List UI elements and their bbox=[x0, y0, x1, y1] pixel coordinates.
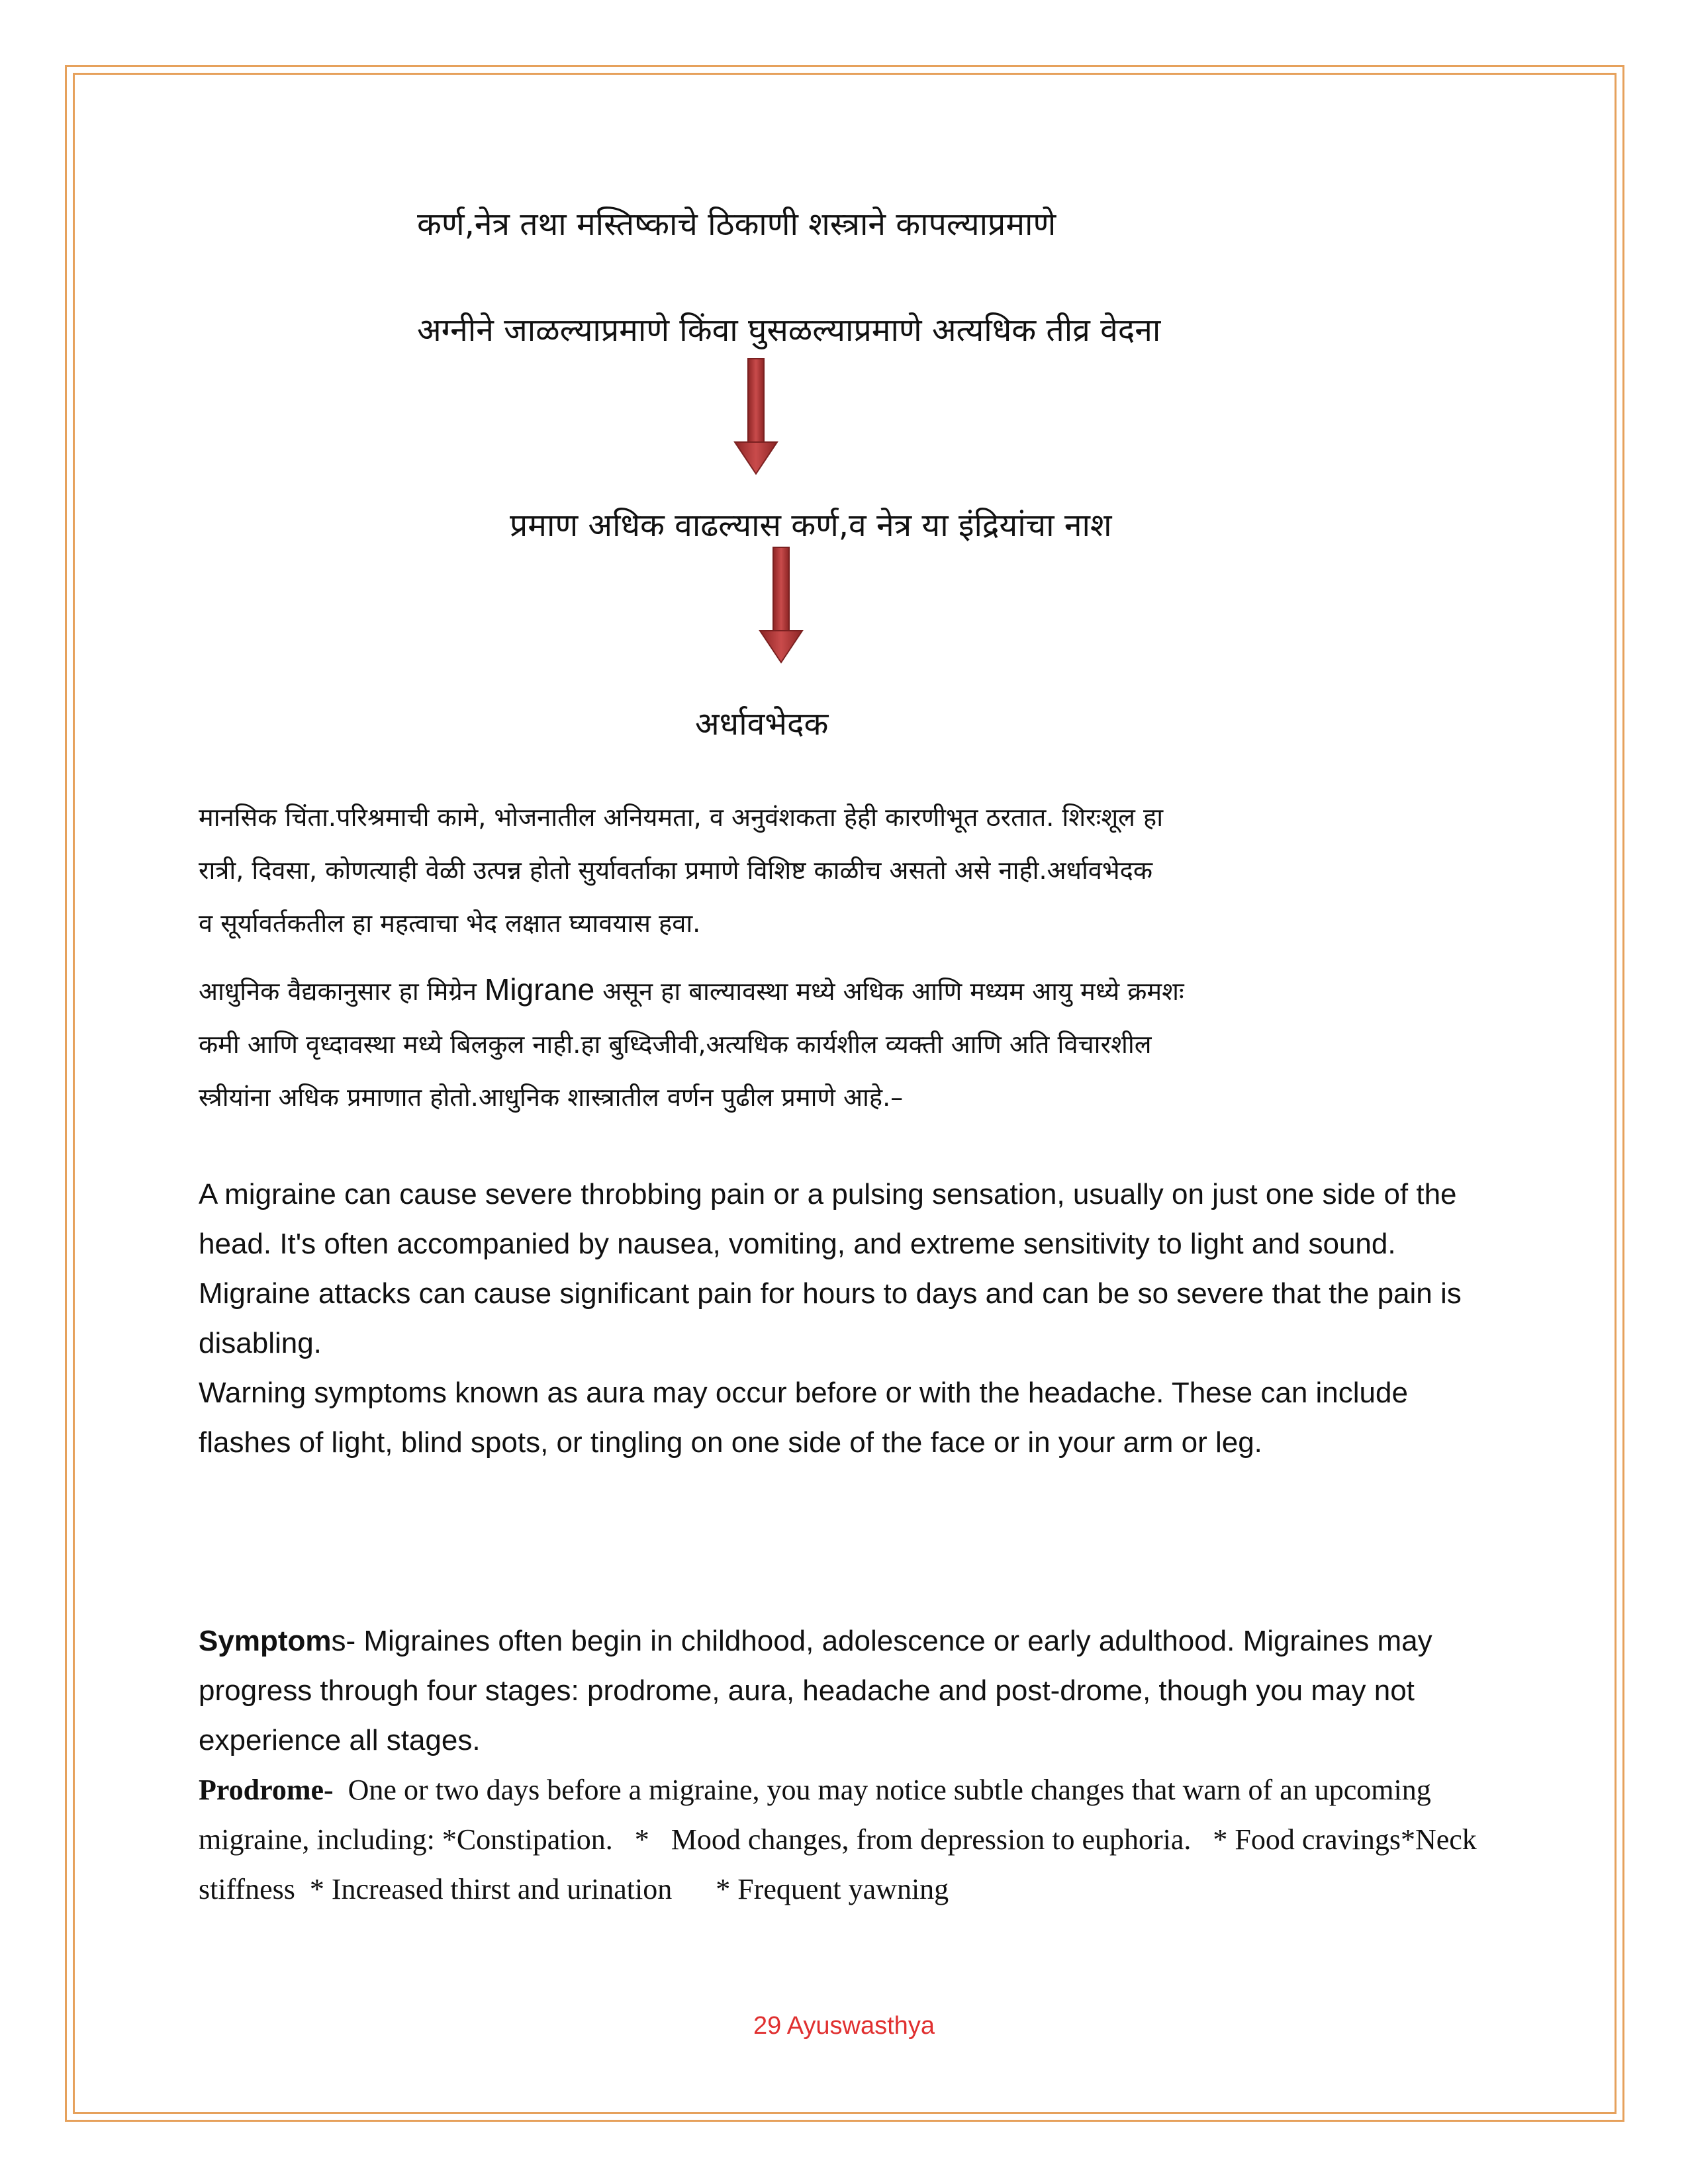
flow-line-2: अग्नीने जाळल्याप्रमाणे किंवा घुसळल्याप्रमाणे अत्यधिक तीव्र वेदना bbox=[417, 312, 1161, 349]
flow-line-4: अर्धावभेदक bbox=[695, 705, 829, 743]
migrane-term: Migrane bbox=[485, 972, 595, 1007]
marathi-paragraph-2 bbox=[199, 963, 1489, 1124]
marathi-paragraph-1-line-1: मानसिक चिंता.परिश्रमाची कामे, भोजनातील अनियमता, व अनुवंशकता हेही कारणीभूत ठरतात. शिरःशूल हा bbox=[199, 803, 1164, 832]
marathi-paragraph-2-line-1 bbox=[199, 963, 1489, 1018]
prodrome-text: One or two days before a migraine, you may notice subtle changes that warn of an upcoming migraine, including: *Constipation. * Mood changes, from depression to euphoria. * Food cravings*Neck stiffness * Increased thirst and urination * Frequent yawning bbox=[199, 1774, 1484, 1905]
marathi-paragraph-1-line-2: रात्री, दिवसा, कोणत्याही वेळी उत्पन्न होतो सुर्यावर्ताका प्रमाणे विशिष्ट काळीच असतो असे नाही.अर्धावभेदक bbox=[199, 856, 1153, 885]
flow-line-3: प्रमाण अधिक वाढल्यास कर्ण,व नेत्र या इंद्रियांचा नाश bbox=[510, 507, 1112, 544]
prodrome-paragraph bbox=[199, 1765, 1509, 1914]
english-paragraph-2: Migraine attacks can cause significant pain for hours to days and can be so severe that the pain is disabling. bbox=[199, 1277, 1462, 1359]
flow-line-1: कर्ण,नेत्र तथा मस्तिष्काचे ठिकाणी शस्त्राने कापल्याप्रमाणे bbox=[417, 206, 1056, 243]
marathi-paragraph-1 bbox=[199, 791, 1489, 950]
page-footer: 29 Ayuswasthya bbox=[753, 2012, 935, 2040]
symptoms-text: s- Migraines often begin in childhood, adolescence or early adulthood. Migraines may progress through four stages: prodrome, aura, headache and post-drome, though you may not experience all stages. bbox=[199, 1625, 1432, 1756]
marathi-paragraph-2-line-1a: आधुनिक वैद्यकानुसार हा मिग्रेन bbox=[199, 977, 485, 1006]
prodrome-label: Prodrome- bbox=[199, 1774, 334, 1806]
english-paragraph-1: A migraine can cause severe throbbing pain or a pulsing sensation, usually on just one side of the head. It's often accompanied by nausea, vomiting, and extreme sensitivity to light and sound. bbox=[199, 1178, 1457, 1260]
english-paragraphs bbox=[199, 1169, 1489, 1467]
marathi-paragraph-1-line-3: व सूर्यावर्तकतील हा महत्वाचा भेद लक्षात घ्यावयास हवा. bbox=[199, 909, 701, 938]
symptoms-label: Symptom bbox=[199, 1625, 332, 1657]
english-paragraph-3: Warning symptoms known as aura may occur before or with the headache. These can include flashes of light, blind spots, or tingling on one side of the face or in your arm or leg. bbox=[199, 1377, 1408, 1459]
marathi-paragraph-2-line-3: स्त्रीयांना अधिक प्रमाणात होतो.आधुनिक शास्त्रातील वर्णन पुढील प्रमाणे आहे.– bbox=[199, 1083, 904, 1112]
down-arrow-2 bbox=[755, 546, 808, 665]
marathi-paragraph-2-line-1b: असून हा बाल्यावस्था मध्ये अधिक आणि मध्यम आयु मध्ये क्रमशः bbox=[594, 977, 1184, 1006]
symptoms-paragraph bbox=[199, 1616, 1489, 1765]
down-arrow-1 bbox=[729, 357, 782, 477]
marathi-paragraph-2-line-2: कमी आणि वृध्दावस्था मध्ये बिलकुल नाही.हा बुध्दिजीवी,अत्यधिक कार्यशील व्यक्ती आणि अति विचारशील bbox=[199, 1030, 1152, 1059]
